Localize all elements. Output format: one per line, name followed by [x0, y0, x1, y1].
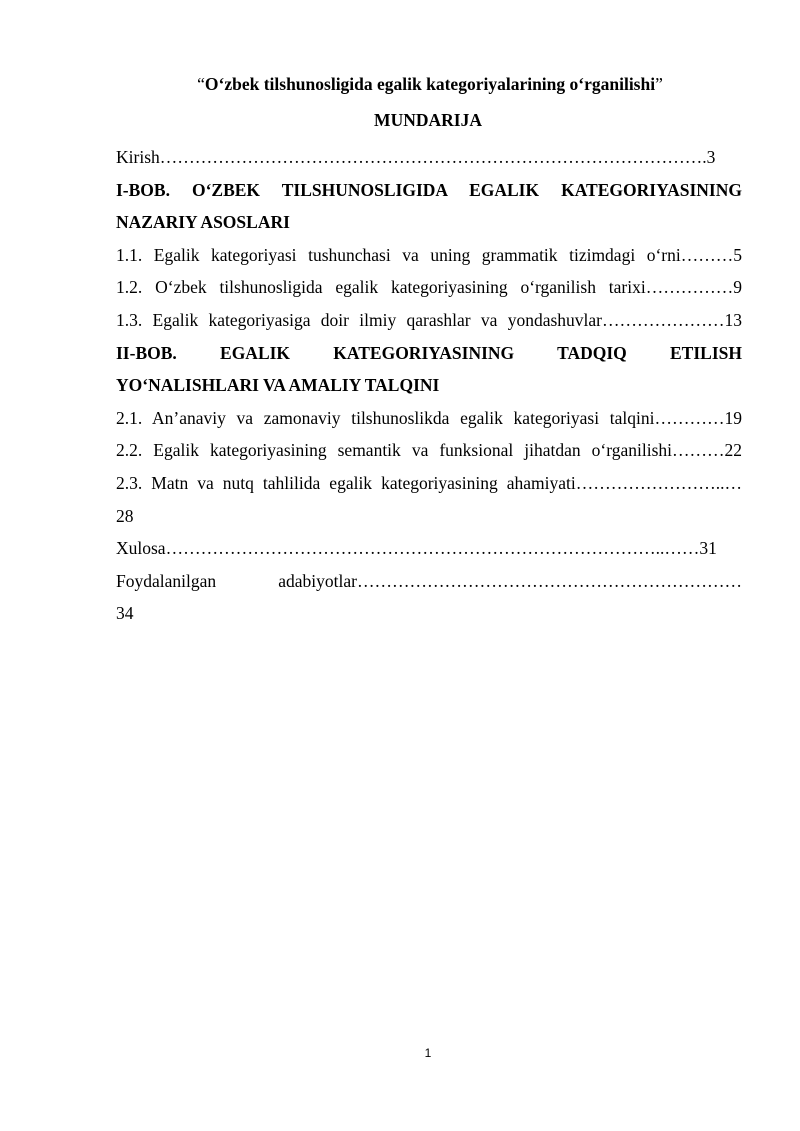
title-close-quote: ” [655, 74, 663, 94]
toc-chapter-1-line-2: NAZARIY ASOSLARI [116, 212, 290, 233]
toc-chapter-2-line-1: II-BOB. EGALIK KATEGORIYASINING TADQIQ ETILISH [116, 342, 742, 363]
toc-chapter-1-line-1: I-BOB. O‘ZBEK TILSHUNOSLIGIDA EGALIK KATEGORIYASINING [116, 179, 742, 200]
document-title [0, 74, 800, 95]
title-text: O‘zbek tilshunosligida egalik kategoriyalarining o‘rganilishi [204, 74, 656, 94]
toc-chapter-2-line-2: YO‘NALISHLARI VA AMALIY TALQINI [116, 375, 440, 396]
toc-entry-references-page: 34 [116, 603, 134, 624]
table-of-contents [116, 141, 742, 630]
toc-entry-1-2: 1.2. O‘zbek tilshunosligida egalik kategoriyasining o‘rganilish tarixi……………9 [116, 277, 742, 298]
toc-heading: MUNDARIJA [374, 110, 482, 130]
page-number: 1 [424, 1046, 432, 1060]
toc-entry-intro: Kirish………………………………………………………………………………….3 [116, 147, 716, 167]
toc-entry-2-3-page: 28 [116, 505, 134, 526]
toc-entry-conclusion: Xulosa…………………………………………………………………………..……31 [116, 538, 717, 559]
toc-entry-1-3: 1.3. Egalik kategoriyasiga doir ilmiy qarashlar va yondashuvlar…………………13 [116, 309, 742, 330]
toc-entry-1-1: 1.1. Egalik kategoriyasi tushunchasi va uning grammatik tizimdagi o‘rni………5 [116, 244, 742, 265]
title-open-quote: “ [197, 74, 205, 94]
toc-entry-2-1: 2.1. An’anaviy va zamonaviy tilshunoslikda egalik kategoriyasi talqini…………19 [116, 407, 742, 428]
toc-entry-2-2: 2.2. Egalik kategoriyasining semantik va funksional jihatdan o‘rganilishi………22 [116, 440, 742, 461]
toc-entry-2-3-line-1: 2.3. Matn va nutq tahlilida egalik kategoriyasining ahamiyati……………………..… [116, 472, 742, 493]
toc-entry-references-line-1: Foydalanilgan adabiyotlar………………………………………………………… [116, 570, 742, 591]
